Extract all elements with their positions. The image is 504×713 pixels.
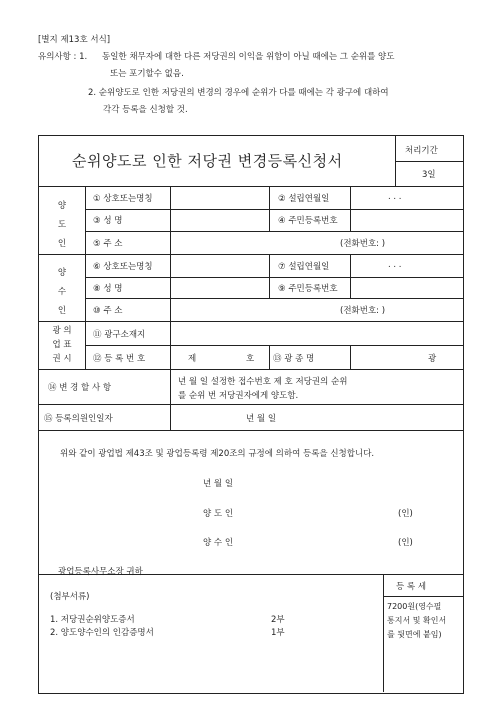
mine-location-label: ⑪ 광구소재지 — [93, 330, 146, 340]
assignee-est-date-value[interactable]: . . . — [388, 260, 402, 270]
assignor-person-label: ③ 성 명 — [93, 216, 123, 226]
assignee-name-label: ⑥ 상호또는명칭 — [93, 262, 153, 272]
assignor-seal[interactable]: (인) — [398, 509, 413, 519]
attachments-title: (첨부서류) — [50, 592, 90, 602]
registration-tax-line1: 7200원(영수필 — [387, 602, 442, 611]
attachment-count: 2부 — [271, 615, 285, 625]
attachment-item: 1. 저당권순위양도증서 — [50, 615, 135, 625]
assignor-name-label: ① 상호또는명칭 — [93, 194, 153, 204]
mineral-type-label: ⑬ 광 종 명 — [273, 354, 315, 364]
form-title: 순위양도로 인한 저당권 변경등록신청서 — [72, 152, 343, 170]
assignor-sign-label: 양 도 인 — [203, 509, 234, 519]
assignee-phone[interactable]: (전화번호: ) — [340, 306, 386, 316]
assignor-group-label: 양 도 인 — [57, 201, 67, 249]
processing-label: 처리기간 — [405, 146, 438, 156]
assignee-address-label: ⑩ 주 소 — [93, 306, 123, 316]
declaration-text: 위와 같이 광업법 제43조 및 광업등록령 제20조의 규정에 의하여 등록을 신청합니다. — [60, 449, 375, 459]
assignee-group-label: 양 수 인 — [57, 268, 67, 316]
note-1-cont: 또는 포기할수 없음. — [110, 69, 184, 79]
form-number: [별지 제13호 서식] — [38, 35, 111, 45]
registration-number-label: ⑫ 등 록 번 호 — [93, 354, 146, 364]
assignor-id-label: ④ 주민등록번호 — [278, 216, 338, 226]
attachment-item: 2. 양도양수인의 인감증명서 — [50, 628, 154, 638]
notes-label: 유의사항 : 1. — [38, 52, 88, 62]
note-2-cont: 각각 등록을 신청할 것. — [103, 105, 188, 115]
cause-date-label: ⑮ 등록의원인일자 — [44, 414, 113, 424]
assignee-sign-label: 양 수 인 — [203, 538, 234, 548]
mining-group-label: 광 의 업 표 권 시 — [52, 326, 72, 364]
change-matter-line2[interactable]: 를 순위 번 저당권자에게 양도함. — [178, 391, 299, 401]
registration-je: 제 — [188, 354, 197, 364]
assignor-phone[interactable]: (전화번호: ) — [340, 239, 386, 249]
registration-tax-line2: 통지서 및 확인서 — [387, 616, 447, 625]
assignee-seal[interactable]: (인) — [398, 538, 413, 548]
assignor-address-label: ⑤ 주 소 — [93, 239, 123, 249]
mineral-type-suffix: 광 — [428, 354, 437, 364]
registration-ho: 호 — [246, 354, 255, 364]
processing-value: 3일 — [422, 170, 436, 180]
registration-tax-label: 등 록 세 — [396, 582, 427, 592]
change-matter-label: ⑭ 변 경 할 사 항 — [48, 383, 112, 393]
assignee-person-label: ⑧ 성 명 — [93, 284, 123, 294]
registration-tax-line3: 를 뒷면에 붙임) — [387, 630, 442, 639]
application-date[interactable]: 년 월 일 — [203, 479, 234, 489]
addressee: 광업등록사무소장 귀하 — [58, 567, 143, 577]
assignor-est-date-label: ② 설립연월일 — [278, 194, 330, 204]
assignee-id-label: ⑨ 주민등록번호 — [278, 284, 338, 294]
note-1: 동일한 채무자에 대한 다른 저당권의 이익을 위함이 아닐 때에는 그 순위를 양도 — [102, 52, 395, 62]
cause-date-value[interactable]: 년 월 일 — [246, 414, 277, 424]
note-2: 2. 순위양도로 인한 저당권의 변경의 경우에 순위가 다를 때에는 각 광구에 대하여 — [88, 88, 389, 98]
assignee-est-date-label: ⑦ 설립연월일 — [278, 262, 330, 272]
assignor-est-date-value[interactable]: . . . — [388, 192, 402, 202]
change-matter-line1[interactable]: 년 월 일 설정한 접수번호 제 호 저당권의 순위 — [178, 377, 348, 387]
attachment-count: 1부 — [271, 628, 285, 638]
